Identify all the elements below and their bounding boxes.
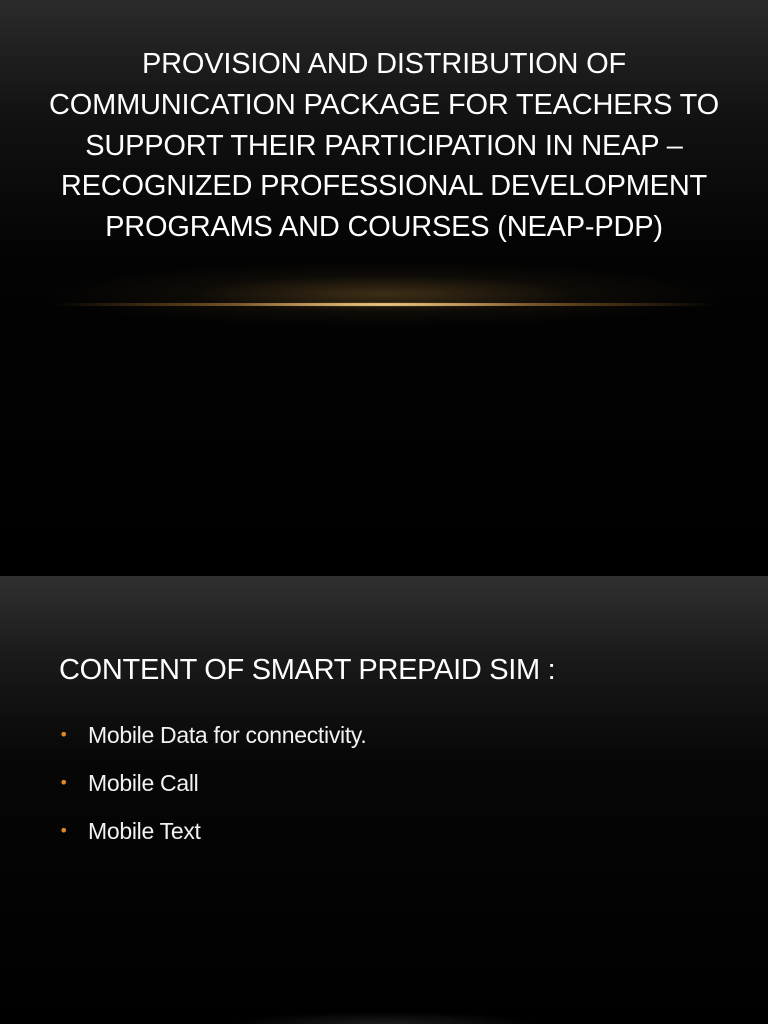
title-divider-shine (234, 302, 534, 307)
bullet-icon: • (59, 773, 69, 792)
title-glow (50, 262, 718, 326)
slide-2 (0, 576, 768, 1024)
bullet-item (59, 807, 367, 855)
bullet-list (59, 711, 367, 855)
slide-2-title: CONTENT OF SMART PREPAID SIM : (59, 654, 556, 686)
bullet-icon: • (59, 821, 69, 840)
bullet-item (59, 711, 367, 759)
bullet-item (59, 759, 367, 807)
bullet-icon: • (59, 725, 69, 744)
bullet-text: Mobile Data for connectivity. (88, 721, 367, 748)
bullet-text: Mobile Text (88, 817, 201, 844)
bottom-glow (234, 1012, 534, 1024)
slide-1-title: PROVISION AND DISTRIBUTION OF COMMUNICATION PACKAGE FOR TEACHERS TO SUPPORT THEIR PARTICIPATION IN NEAP – RECOGNIZED PROFESSIONAL DEVELOPMENT PROGRAMS AND COURSES (NEAP-PDP) (49, 48, 719, 244)
bullet-text: Mobile Call (88, 769, 199, 796)
